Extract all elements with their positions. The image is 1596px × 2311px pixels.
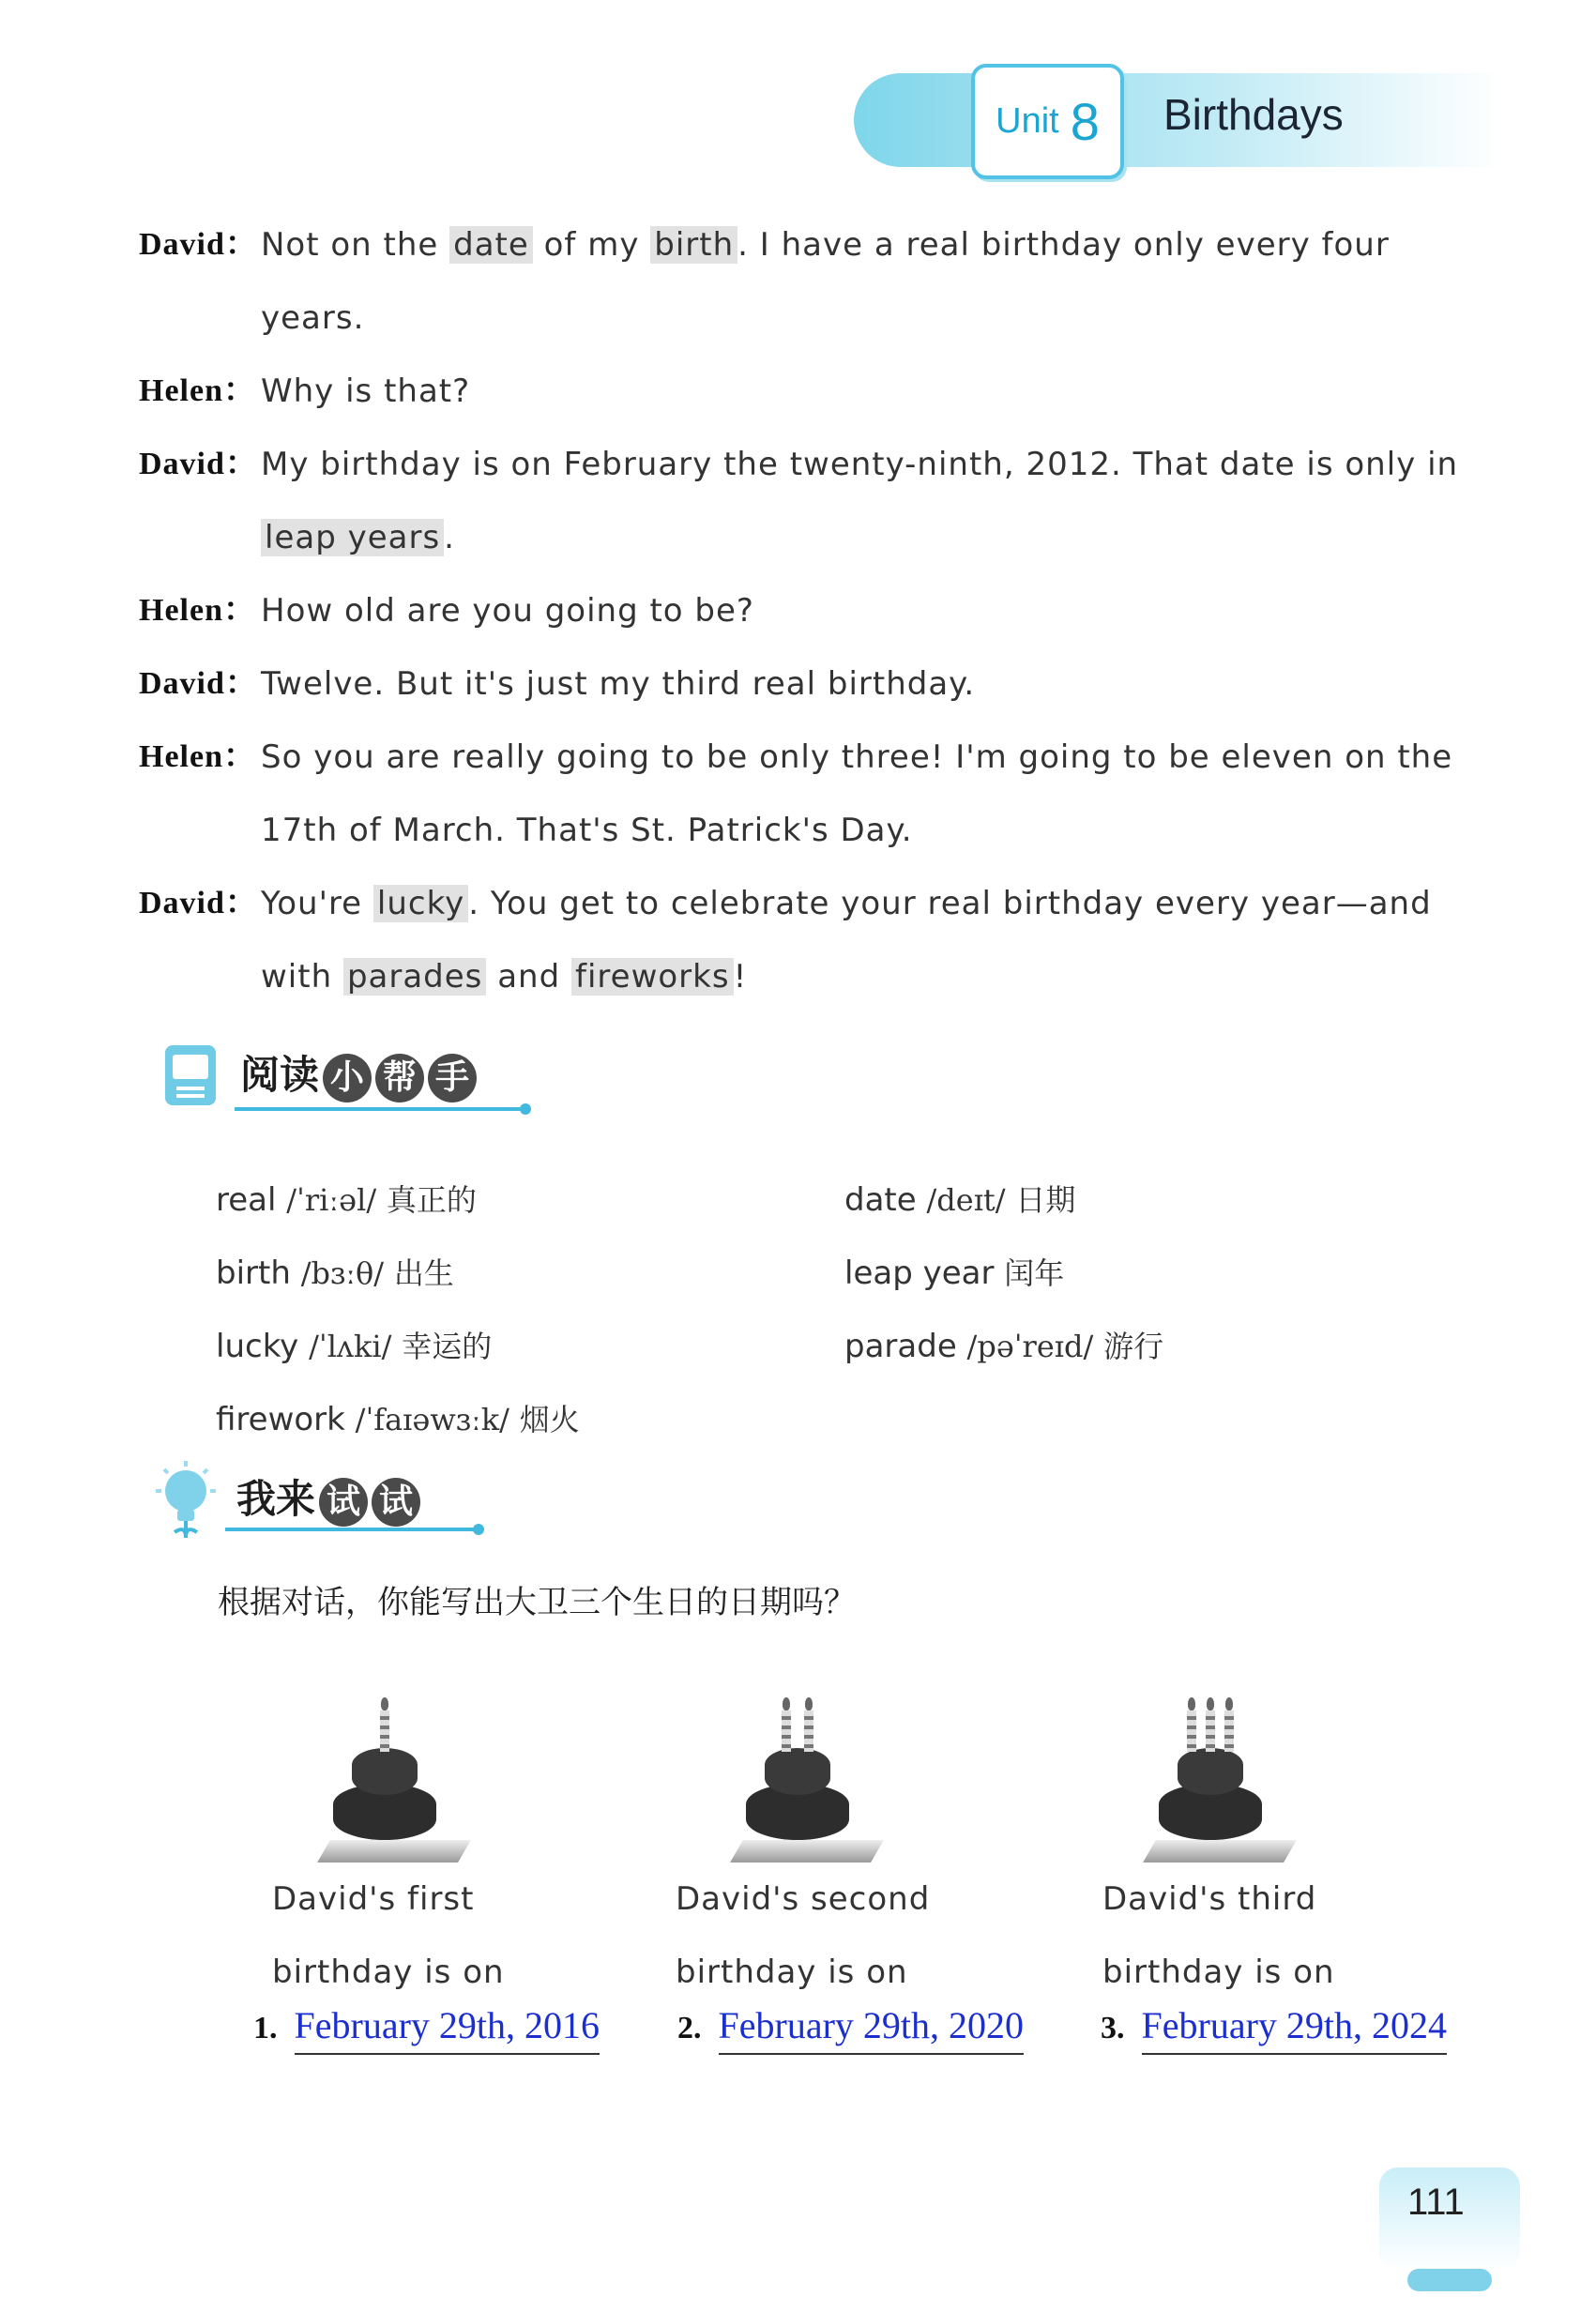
vocab-pronunciation: /pəˈreɪd/ bbox=[966, 1329, 1094, 1364]
vocab-meaning: 出生 bbox=[393, 1255, 454, 1291]
speaker-name: Helen： bbox=[139, 593, 256, 628]
dialogue bbox=[139, 208, 1471, 1013]
cake-plate bbox=[1143, 1840, 1297, 1862]
speaker-name: David： bbox=[139, 447, 258, 481]
vocab-word: lucky bbox=[216, 1328, 299, 1365]
candle-flame bbox=[381, 1697, 388, 1710]
answer-field[interactable]: February 29th, 2016 bbox=[295, 2003, 600, 2055]
vocab-list bbox=[216, 1163, 1436, 1456]
candle-flame bbox=[805, 1697, 813, 1710]
vocab-meaning: 闰年 bbox=[1004, 1255, 1065, 1291]
dialogue-line bbox=[139, 574, 1471, 647]
caption-line: David's third bbox=[1102, 1880, 1317, 1918]
cake-tier bbox=[352, 1748, 418, 1795]
answer-number: 3. bbox=[1101, 2011, 1125, 2045]
dialogue-line bbox=[139, 355, 1471, 428]
book-icon bbox=[158, 1040, 223, 1115]
vocab-meaning: 真正的 bbox=[386, 1182, 477, 1218]
highlighted-word: birth bbox=[650, 226, 737, 264]
cake-plate bbox=[730, 1840, 884, 1862]
vocab-word: date bbox=[844, 1181, 917, 1219]
vocab-row bbox=[216, 1163, 1436, 1237]
vocab-item bbox=[216, 1237, 454, 1310]
text-run: . bbox=[444, 519, 455, 556]
reading-helper-title bbox=[240, 1044, 477, 1110]
birthday-cake-icon bbox=[324, 1675, 464, 1862]
exercise-question: 根据对话，你能写出大卫三个生日的日期吗？ bbox=[218, 1584, 856, 1621]
text-run: You're bbox=[261, 885, 373, 922]
speaker-name: David： bbox=[139, 666, 258, 701]
highlighted-word: lucky bbox=[373, 885, 468, 922]
answer-row bbox=[1101, 2003, 1447, 2055]
vocab-item bbox=[216, 1383, 580, 1456]
vocab-pronunciation: /ˈfaɪəwɜːk/ bbox=[355, 1402, 509, 1437]
caption-line: birthday is on bbox=[1102, 1954, 1335, 1991]
vocab-word: birth bbox=[216, 1254, 291, 1292]
lightbulb-icon bbox=[150, 1459, 221, 1543]
cake-plate bbox=[317, 1840, 471, 1862]
cake-tier bbox=[1178, 1748, 1243, 1795]
caption-line: David's first bbox=[272, 1880, 475, 1918]
dialogue-line bbox=[139, 647, 1471, 721]
text-run: and bbox=[486, 958, 571, 996]
candle bbox=[380, 1710, 389, 1752]
text-run: of my bbox=[532, 226, 651, 264]
speaker-name: David： bbox=[139, 886, 258, 920]
vocab-word: firework bbox=[216, 1401, 345, 1438]
answer-field[interactable]: February 29th, 2020 bbox=[719, 2003, 1025, 2055]
dialogue-text bbox=[261, 428, 1471, 574]
answer-field[interactable]: February 29th, 2024 bbox=[1142, 2003, 1448, 2055]
highlighted-word: date bbox=[449, 226, 533, 264]
dialogue-line bbox=[139, 428, 1471, 574]
vocab-word: real bbox=[216, 1181, 277, 1219]
page-number-decoration bbox=[1407, 2269, 1492, 2291]
vocab-row bbox=[216, 1237, 1436, 1310]
candle bbox=[782, 1710, 791, 1752]
birthday-cake-icon bbox=[737, 1675, 877, 1862]
vocab-word: parade bbox=[844, 1328, 957, 1365]
highlighted-word: leap years bbox=[261, 519, 444, 556]
section-underline bbox=[235, 1107, 525, 1111]
reading-helper-heading bbox=[158, 1040, 477, 1115]
dialogue-line bbox=[139, 867, 1471, 1013]
candle-flame bbox=[783, 1697, 790, 1710]
vocab-pronunciation: /ˈlʌki/ bbox=[309, 1329, 392, 1364]
vocab-item bbox=[216, 1163, 477, 1237]
title-badge: 手 bbox=[428, 1054, 477, 1102]
caption-line: David's second bbox=[676, 1880, 931, 1918]
unit-badge bbox=[971, 64, 1124, 179]
dialogue-text: Why is that? bbox=[261, 372, 471, 410]
title-badge: 小 bbox=[323, 1054, 372, 1102]
candle bbox=[804, 1710, 813, 1752]
dialogue-text: So you are really going to be only three! I'm going to be eleven on the 17th of March. That's St. Patrick's Day. bbox=[261, 738, 1453, 849]
answer-row bbox=[677, 2003, 1024, 2055]
speaker-name: Helen： bbox=[139, 739, 256, 774]
vocab-row bbox=[216, 1383, 1436, 1456]
dialogue-text bbox=[261, 867, 1471, 1013]
speaker-name: Helen： bbox=[139, 373, 256, 408]
answer-number: 1. bbox=[253, 2011, 278, 2045]
page-number: 111 bbox=[1407, 2182, 1465, 2223]
title-badge: 试 bbox=[372, 1478, 420, 1527]
candle bbox=[1224, 1710, 1234, 1752]
answer-number: 2. bbox=[677, 2011, 702, 2045]
section-underline bbox=[225, 1528, 479, 1531]
title-badge: 帮 bbox=[375, 1054, 424, 1102]
dialogue-text: How old are you going to be? bbox=[261, 592, 754, 630]
dialogue-line bbox=[139, 208, 1471, 355]
speaker-name: David： bbox=[139, 227, 258, 262]
vocab-row bbox=[216, 1310, 1436, 1383]
text-run: My birthday is on February the twenty-ninth, 2012. That date is only in bbox=[261, 446, 1459, 483]
dialogue-text bbox=[261, 208, 1471, 355]
title-text: 我来 bbox=[236, 1476, 316, 1522]
caption-line: birthday is on bbox=[272, 1954, 505, 1991]
vocab-meaning: 日期 bbox=[1015, 1182, 1076, 1218]
title-badge: 试 bbox=[319, 1478, 368, 1527]
vocab-pronunciation: /bɜːθ/ bbox=[300, 1255, 385, 1291]
text-run: ! bbox=[733, 958, 748, 996]
try-it-title bbox=[236, 1468, 420, 1534]
text-run: Not on the bbox=[261, 226, 450, 264]
caption-line: birthday is on bbox=[676, 1954, 908, 1991]
dialogue-line bbox=[139, 721, 1471, 867]
vocab-word: leap year bbox=[844, 1254, 995, 1292]
vocab-item bbox=[844, 1310, 1163, 1383]
unit-title: Birthdays bbox=[1163, 90, 1344, 139]
vocab-meaning: 游行 bbox=[1103, 1329, 1164, 1364]
answer-row bbox=[253, 2003, 600, 2055]
vocab-meaning: 幸运的 bbox=[402, 1329, 493, 1364]
cake-tier bbox=[765, 1748, 830, 1795]
unit-word: Unit bbox=[996, 101, 1059, 141]
vocab-item bbox=[844, 1237, 1064, 1310]
highlighted-word: fireworks bbox=[571, 958, 734, 996]
candle-flame bbox=[1188, 1697, 1195, 1710]
vocab-item bbox=[216, 1310, 492, 1383]
vocab-meaning: 烟火 bbox=[519, 1402, 580, 1437]
vocab-item bbox=[844, 1163, 1075, 1237]
birthday-cake-icon bbox=[1149, 1675, 1290, 1862]
vocab-pronunciation: /ˈriːəl/ bbox=[286, 1182, 377, 1218]
unit-number: 8 bbox=[1070, 92, 1100, 151]
title-text: 阅读 bbox=[240, 1052, 320, 1098]
candle-flame bbox=[1207, 1697, 1214, 1710]
highlighted-word: parades bbox=[343, 958, 486, 996]
text-run: . I have a real birthday only every four years. bbox=[261, 226, 1390, 337]
candle-flame bbox=[1225, 1697, 1233, 1710]
candle bbox=[1187, 1710, 1196, 1752]
dialogue-text: Twelve. But it's just my third real birthday. bbox=[261, 665, 976, 703]
text-run: . You get to celebrate your real birthday every year—and with bbox=[261, 885, 1432, 996]
candle bbox=[1206, 1710, 1215, 1752]
vocab-pronunciation: /deɪt/ bbox=[926, 1182, 1006, 1218]
